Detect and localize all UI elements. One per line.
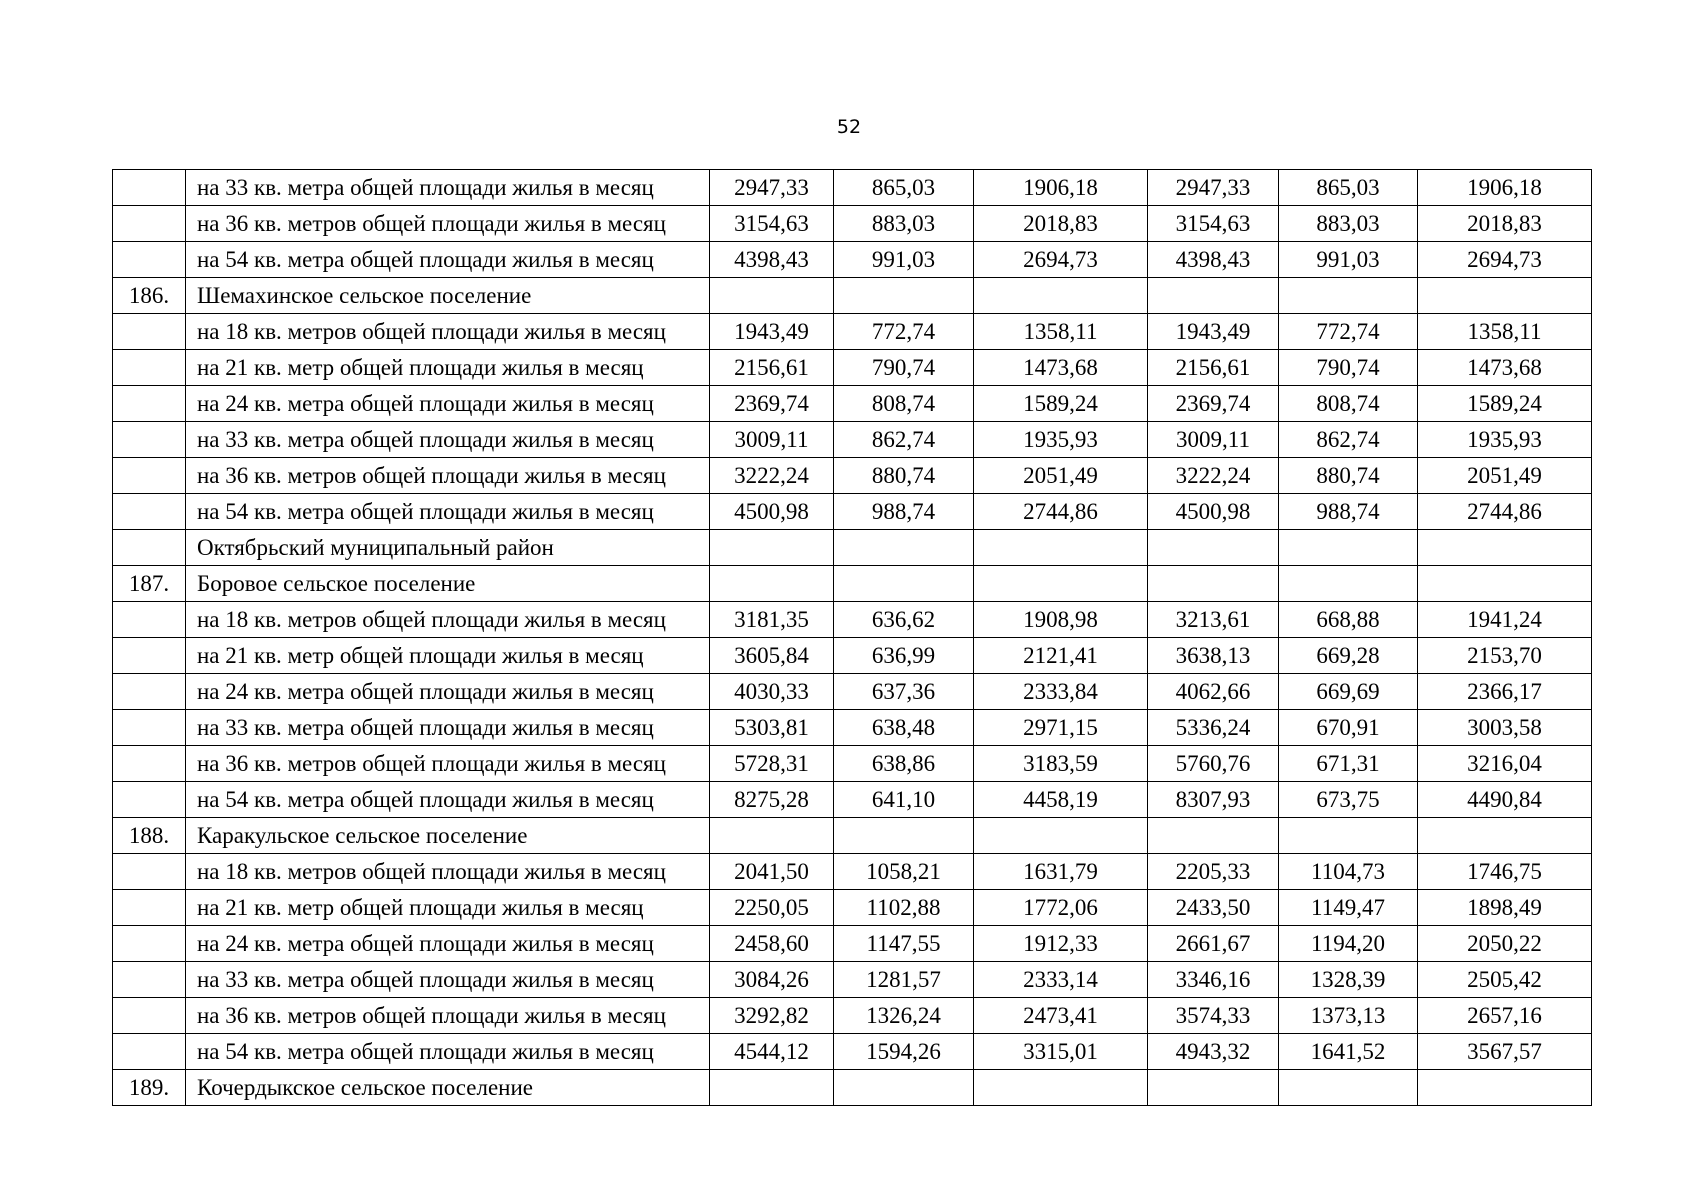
value-cell: 8275,28: [710, 782, 834, 818]
value-cell: 1631,79: [974, 854, 1148, 890]
value-cell: 1906,18: [974, 170, 1148, 206]
value-cell: 808,74: [1279, 386, 1418, 422]
value-cell: 2505,42: [1418, 962, 1592, 998]
row-number-cell: [113, 530, 186, 566]
value-cell: [710, 278, 834, 314]
row-number-cell: 188.: [113, 818, 186, 854]
row-label-cell: на 33 кв. метра общей площади жилья в месяц: [186, 710, 710, 746]
row-label-cell: Каракульское сельское поселение: [186, 818, 710, 854]
value-cell: 2050,22: [1418, 926, 1592, 962]
value-cell: [834, 1070, 974, 1106]
value-cell: 668,88: [1279, 602, 1418, 638]
value-cell: [834, 530, 974, 566]
value-cell: 5336,24: [1148, 710, 1279, 746]
value-cell: 2018,83: [1418, 206, 1592, 242]
value-cell: 5760,76: [1148, 746, 1279, 782]
table-row: [113, 1070, 1592, 1106]
value-cell: 638,86: [834, 746, 974, 782]
table-row: [113, 962, 1592, 998]
value-cell: 3216,04: [1418, 746, 1592, 782]
value-cell: 2744,86: [1418, 494, 1592, 530]
value-cell: 4398,43: [710, 242, 834, 278]
value-cell: 2947,33: [710, 170, 834, 206]
value-cell: [974, 278, 1148, 314]
tariff-table-body: [113, 170, 1592, 1106]
page-number: 52: [836, 116, 862, 138]
value-cell: [974, 566, 1148, 602]
value-cell: 2744,86: [974, 494, 1148, 530]
table-row: [113, 170, 1592, 206]
value-cell: 2661,67: [1148, 926, 1279, 962]
row-number-cell: [113, 602, 186, 638]
row-label-cell: на 54 кв. метра общей площади жилья в месяц: [186, 782, 710, 818]
value-cell: 988,74: [1279, 494, 1418, 530]
value-cell: 1941,24: [1418, 602, 1592, 638]
value-cell: 3181,35: [710, 602, 834, 638]
value-cell: 4544,12: [710, 1034, 834, 1070]
row-number-cell: [113, 854, 186, 890]
value-cell: 1906,18: [1418, 170, 1592, 206]
value-cell: 1935,93: [974, 422, 1148, 458]
row-number-cell: 187.: [113, 566, 186, 602]
table-row: [113, 638, 1592, 674]
value-cell: 670,91: [1279, 710, 1418, 746]
value-cell: 3315,01: [974, 1034, 1148, 1070]
row-label-cell: Шемахинское сельское поселение: [186, 278, 710, 314]
value-cell: 991,03: [1279, 242, 1418, 278]
value-cell: 641,10: [834, 782, 974, 818]
row-number-cell: [113, 962, 186, 998]
value-cell: [1148, 278, 1279, 314]
value-cell: 772,74: [834, 314, 974, 350]
value-cell: 1194,20: [1279, 926, 1418, 962]
row-label-cell: на 54 кв. метра общей площади жилья в месяц: [186, 494, 710, 530]
value-cell: [974, 530, 1148, 566]
value-cell: 4490,84: [1418, 782, 1592, 818]
value-cell: 2205,33: [1148, 854, 1279, 890]
row-label-cell: на 21 кв. метр общей площади жилья в месяц: [186, 350, 710, 386]
value-cell: 4943,32: [1148, 1034, 1279, 1070]
value-cell: 880,74: [834, 458, 974, 494]
row-number-cell: [113, 170, 186, 206]
value-cell: 5728,31: [710, 746, 834, 782]
table-row: [113, 278, 1592, 314]
row-number-cell: [113, 422, 186, 458]
value-cell: 1908,98: [974, 602, 1148, 638]
value-cell: 3605,84: [710, 638, 834, 674]
row-number-cell: 189.: [113, 1070, 186, 1106]
value-cell: [834, 566, 974, 602]
value-cell: 808,74: [834, 386, 974, 422]
row-label-cell: Кочердыкское сельское поселение: [186, 1070, 710, 1106]
value-cell: 2971,15: [974, 710, 1148, 746]
value-cell: 3154,63: [710, 206, 834, 242]
value-cell: 790,74: [834, 350, 974, 386]
value-cell: 3009,11: [710, 422, 834, 458]
value-cell: 3222,24: [710, 458, 834, 494]
value-cell: [1279, 818, 1418, 854]
value-cell: 1473,68: [974, 350, 1148, 386]
row-number-cell: [113, 998, 186, 1034]
value-cell: 2694,73: [974, 242, 1148, 278]
value-cell: [1418, 530, 1592, 566]
row-label-cell: на 54 кв. метра общей площади жилья в месяц: [186, 242, 710, 278]
value-cell: [1148, 530, 1279, 566]
row-label-cell: на 18 кв. метров общей площади жилья в месяц: [186, 314, 710, 350]
value-cell: [1148, 1070, 1279, 1106]
row-label-cell: Октябрьский муниципальный район: [186, 530, 710, 566]
value-cell: 636,99: [834, 638, 974, 674]
value-cell: 637,36: [834, 674, 974, 710]
value-cell: 2369,74: [710, 386, 834, 422]
table-row: [113, 890, 1592, 926]
table-row: [113, 782, 1592, 818]
value-cell: 4500,98: [1148, 494, 1279, 530]
value-cell: [1279, 530, 1418, 566]
value-cell: 1912,33: [974, 926, 1148, 962]
table-row: [113, 386, 1592, 422]
value-cell: 1358,11: [1418, 314, 1592, 350]
row-label-cell: на 54 кв. метра общей площади жилья в месяц: [186, 1034, 710, 1070]
value-cell: 2333,84: [974, 674, 1148, 710]
value-cell: 671,31: [1279, 746, 1418, 782]
value-cell: [710, 566, 834, 602]
row-label-cell: на 36 кв. метров общей площади жилья в месяц: [186, 206, 710, 242]
value-cell: 2657,16: [1418, 998, 1592, 1034]
value-cell: 2156,61: [1148, 350, 1279, 386]
row-number-cell: [113, 638, 186, 674]
value-cell: 3183,59: [974, 746, 1148, 782]
table-row: [113, 998, 1592, 1034]
value-cell: [834, 278, 974, 314]
value-cell: 3084,26: [710, 962, 834, 998]
value-cell: 880,74: [1279, 458, 1418, 494]
row-number-cell: [113, 206, 186, 242]
row-label-cell: на 24 кв. метра общей площади жилья в месяц: [186, 674, 710, 710]
table-row: [113, 710, 1592, 746]
row-number-cell: [113, 458, 186, 494]
value-cell: 1147,55: [834, 926, 974, 962]
value-cell: [710, 530, 834, 566]
value-cell: 1373,13: [1279, 998, 1418, 1034]
value-cell: [1418, 278, 1592, 314]
value-cell: [1279, 278, 1418, 314]
value-cell: 991,03: [834, 242, 974, 278]
value-cell: 865,03: [1279, 170, 1418, 206]
table-row: [113, 314, 1592, 350]
value-cell: 1746,75: [1418, 854, 1592, 890]
value-cell: 3638,13: [1148, 638, 1279, 674]
table-row: [113, 242, 1592, 278]
row-number-cell: [113, 1034, 186, 1070]
tariff-table: [112, 169, 1592, 1106]
value-cell: [1418, 1070, 1592, 1106]
row-label-cell: на 33 кв. метра общей площади жилья в месяц: [186, 170, 710, 206]
value-cell: 1943,49: [1148, 314, 1279, 350]
value-cell: [1148, 566, 1279, 602]
value-cell: 2018,83: [974, 206, 1148, 242]
row-label-cell: на 18 кв. метров общей площади жилья в месяц: [186, 854, 710, 890]
value-cell: 2051,49: [1418, 458, 1592, 494]
table-row: [113, 530, 1592, 566]
value-cell: 3003,58: [1418, 710, 1592, 746]
value-cell: 3009,11: [1148, 422, 1279, 458]
value-cell: 772,74: [1279, 314, 1418, 350]
value-cell: [1279, 566, 1418, 602]
row-number-cell: [113, 350, 186, 386]
row-number-cell: [113, 926, 186, 962]
row-number-cell: [113, 710, 186, 746]
value-cell: 2041,50: [710, 854, 834, 890]
value-cell: 1589,24: [974, 386, 1148, 422]
table-row: [113, 674, 1592, 710]
value-cell: 1589,24: [1418, 386, 1592, 422]
value-cell: 1772,06: [974, 890, 1148, 926]
row-label-cell: на 36 кв. метров общей площади жилья в месяц: [186, 746, 710, 782]
value-cell: 988,74: [834, 494, 974, 530]
value-cell: 669,69: [1279, 674, 1418, 710]
value-cell: 2153,70: [1418, 638, 1592, 674]
value-cell: 1943,49: [710, 314, 834, 350]
table-row: [113, 818, 1592, 854]
value-cell: 3574,33: [1148, 998, 1279, 1034]
value-cell: 669,28: [1279, 638, 1418, 674]
table-row: [113, 1034, 1592, 1070]
value-cell: [974, 1070, 1148, 1106]
value-cell: 3213,61: [1148, 602, 1279, 638]
value-cell: 1326,24: [834, 998, 974, 1034]
row-number-cell: [113, 386, 186, 422]
value-cell: 4458,19: [974, 782, 1148, 818]
row-label-cell: на 33 кв. метра общей площади жилья в месяц: [186, 962, 710, 998]
value-cell: 2433,50: [1148, 890, 1279, 926]
value-cell: 2156,61: [710, 350, 834, 386]
value-cell: 2458,60: [710, 926, 834, 962]
value-cell: 883,03: [834, 206, 974, 242]
table-row: [113, 746, 1592, 782]
value-cell: 3567,57: [1418, 1034, 1592, 1070]
value-cell: 2947,33: [1148, 170, 1279, 206]
value-cell: 1281,57: [834, 962, 974, 998]
value-cell: 865,03: [834, 170, 974, 206]
value-cell: 1594,26: [834, 1034, 974, 1070]
table-row: [113, 494, 1592, 530]
value-cell: 1935,93: [1418, 422, 1592, 458]
value-cell: 636,62: [834, 602, 974, 638]
value-cell: [834, 818, 974, 854]
value-cell: 1102,88: [834, 890, 974, 926]
value-cell: 862,74: [1279, 422, 1418, 458]
row-number-cell: [113, 242, 186, 278]
value-cell: 3222,24: [1148, 458, 1279, 494]
value-cell: 3346,16: [1148, 962, 1279, 998]
value-cell: 1898,49: [1418, 890, 1592, 926]
value-cell: 2051,49: [974, 458, 1148, 494]
value-cell: [974, 818, 1148, 854]
value-cell: 4500,98: [710, 494, 834, 530]
row-label-cell: на 36 кв. метров общей площади жилья в месяц: [186, 458, 710, 494]
value-cell: 638,48: [834, 710, 974, 746]
row-number-cell: 186.: [113, 278, 186, 314]
value-cell: 2250,05: [710, 890, 834, 926]
row-label-cell: на 33 кв. метра общей площади жилья в месяц: [186, 422, 710, 458]
value-cell: 4398,43: [1148, 242, 1279, 278]
value-cell: 790,74: [1279, 350, 1418, 386]
row-label-cell: на 18 кв. метров общей площади жилья в месяц: [186, 602, 710, 638]
value-cell: 1328,39: [1279, 962, 1418, 998]
value-cell: 8307,93: [1148, 782, 1279, 818]
value-cell: 2473,41: [974, 998, 1148, 1034]
row-number-cell: [113, 890, 186, 926]
row-label-cell: на 24 кв. метра общей площади жилья в месяц: [186, 926, 710, 962]
table-row: [113, 422, 1592, 458]
value-cell: 862,74: [834, 422, 974, 458]
table-row: [113, 602, 1592, 638]
value-cell: 2333,14: [974, 962, 1148, 998]
value-cell: [710, 818, 834, 854]
row-number-cell: [113, 494, 186, 530]
value-cell: 2121,41: [974, 638, 1148, 674]
value-cell: 1641,52: [1279, 1034, 1418, 1070]
value-cell: 3292,82: [710, 998, 834, 1034]
value-cell: [1279, 1070, 1418, 1106]
value-cell: 1058,21: [834, 854, 974, 890]
row-label-cell: на 21 кв. метр общей площади жилья в месяц: [186, 638, 710, 674]
value-cell: [1418, 566, 1592, 602]
value-cell: 2369,74: [1148, 386, 1279, 422]
value-cell: 1104,73: [1279, 854, 1418, 890]
row-label-cell: на 36 кв. метров общей площади жилья в месяц: [186, 998, 710, 1034]
row-number-cell: [113, 746, 186, 782]
row-label-cell: Боровое сельское поселение: [186, 566, 710, 602]
row-number-cell: [113, 674, 186, 710]
value-cell: [1148, 818, 1279, 854]
value-cell: 2366,17: [1418, 674, 1592, 710]
table-row: [113, 566, 1592, 602]
row-label-cell: на 21 кв. метр общей площади жилья в месяц: [186, 890, 710, 926]
value-cell: 4062,66: [1148, 674, 1279, 710]
value-cell: 2694,73: [1418, 242, 1592, 278]
row-label-cell: на 24 кв. метра общей площади жилья в месяц: [186, 386, 710, 422]
row-number-cell: [113, 314, 186, 350]
value-cell: [710, 1070, 834, 1106]
row-number-cell: [113, 782, 186, 818]
value-cell: [1418, 818, 1592, 854]
table-row: [113, 350, 1592, 386]
value-cell: 4030,33: [710, 674, 834, 710]
table-row: [113, 926, 1592, 962]
value-cell: 3154,63: [1148, 206, 1279, 242]
value-cell: 883,03: [1279, 206, 1418, 242]
value-cell: 673,75: [1279, 782, 1418, 818]
value-cell: 1473,68: [1418, 350, 1592, 386]
value-cell: 1358,11: [974, 314, 1148, 350]
value-cell: 1149,47: [1279, 890, 1418, 926]
table-row: [113, 206, 1592, 242]
table-row: [113, 854, 1592, 890]
table-row: [113, 458, 1592, 494]
value-cell: 5303,81: [710, 710, 834, 746]
